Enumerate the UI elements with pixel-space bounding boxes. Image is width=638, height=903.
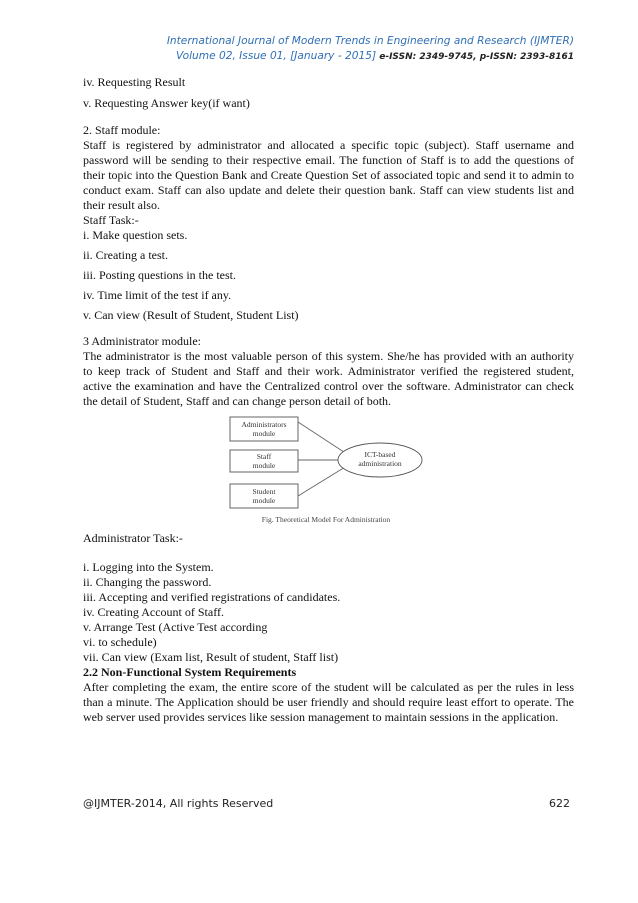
connector-line: [298, 422, 350, 456]
staff-para-line: their result also.: [83, 198, 160, 212]
journal-volume: Volume 02, Issue 01, [January - 2015]: [176, 50, 377, 62]
staff-task-item: ii. Creating a test.: [83, 248, 168, 262]
admin-task-item: i. Logging into the System.: [83, 560, 214, 574]
admin-task-item: v. Arrange Test (Active Test according: [83, 620, 268, 634]
admin-para-line: to keep track of Student and Staff and their work. Administrator verified the registered student,: [83, 364, 574, 378]
admin-task-item: vi. to schedule): [83, 635, 157, 649]
staff-task-item: i. Make question sets.: [83, 228, 188, 242]
journal-title: International Journal of Modern Trends in Engineering and Research (IJMTER): [166, 35, 574, 47]
admin-task-heading: Administrator Task:-: [83, 531, 183, 545]
section-heading: 2.2 Non-Functional System Requirements: [83, 665, 297, 679]
connector-line: [298, 464, 350, 496]
admin-para-line: active the examination and have the Centralized control over the software. Administrator can check: [83, 379, 574, 393]
staff-task-item: v. Can view (Result of Student, Student List): [83, 308, 299, 322]
staff-para-line: conduct exam. Staff can also update and delete their question bank. Staff can view students list and: [83, 183, 574, 197]
student-module-label: module: [252, 496, 276, 505]
staff-para-line: Staff is registered by administrator and allocated a specific topic (subject). Staff username and: [83, 138, 574, 152]
page-number: 622: [549, 797, 570, 810]
journal-issue-line: [0, 49, 574, 65]
admin-para-line: the detail of Student, Staff and can change person detail of both.: [83, 394, 392, 408]
admin-task-item: iii. Accepting and verified registrations of candidates.: [83, 590, 341, 604]
figure-caption: Fig. Theoretical Model For Administration: [261, 515, 391, 524]
staff-module-label: Staff: [256, 452, 272, 461]
ict-administration-label: ICT-based: [364, 450, 396, 459]
admin-task-item: iv. Creating Account of Staff.: [83, 605, 224, 619]
staff-module-label: module: [252, 461, 276, 470]
administrators-module-label: Administrators: [241, 420, 287, 429]
staff-para-line: their topic into the Question Bank and Create Question Set of associated topic and send it to admin to: [83, 168, 574, 182]
staff-task-item: iii. Posting questions in the test.: [83, 268, 237, 282]
staff-task-heading: Staff Task:-: [83, 213, 139, 227]
administration-model-figure: [218, 412, 428, 530]
nonfunctional-para-line: than a minute. The Application should be user friendly and should require least effort to operate. The: [83, 695, 574, 709]
staff-para-line: password will be sending to their respective email. The function of Staff is to add the questions of: [83, 153, 574, 167]
footer-copyright: @IJMTER-2014, All rights Reserved: [83, 797, 274, 810]
admin-task-item: vii. Can view (Exam list, Result of student, Staff list): [83, 650, 339, 664]
admin-para-line: The administrator is the most valuable person of this system. She/he has provided with an authority: [83, 349, 574, 363]
admin-heading: 3 Administrator module:: [83, 334, 201, 348]
admin-task-item: ii. Changing the password.: [83, 575, 212, 589]
staff-heading: 2. Staff module:: [83, 123, 161, 137]
ict-administration-label: administration: [358, 459, 402, 468]
administrators-module-label: module: [252, 429, 276, 438]
staff-task-item: iv. Time limit of the test if any.: [83, 288, 232, 302]
student-module-label: Student: [252, 487, 276, 496]
student-task-4: iv. Requesting Result: [83, 75, 186, 89]
nonfunctional-para-line: After completing the exam, the entire score of the student will be calculated as per the rules in less: [83, 680, 574, 694]
student-task-5: v. Requesting Answer key(if want): [83, 96, 250, 110]
nonfunctional-para-line: web server used provides services like session management to maintain sessions in the application.: [83, 710, 559, 724]
journal-issn: e-ISSN: 2349-9745, p-ISSN: 2393-8161: [376, 52, 574, 62]
